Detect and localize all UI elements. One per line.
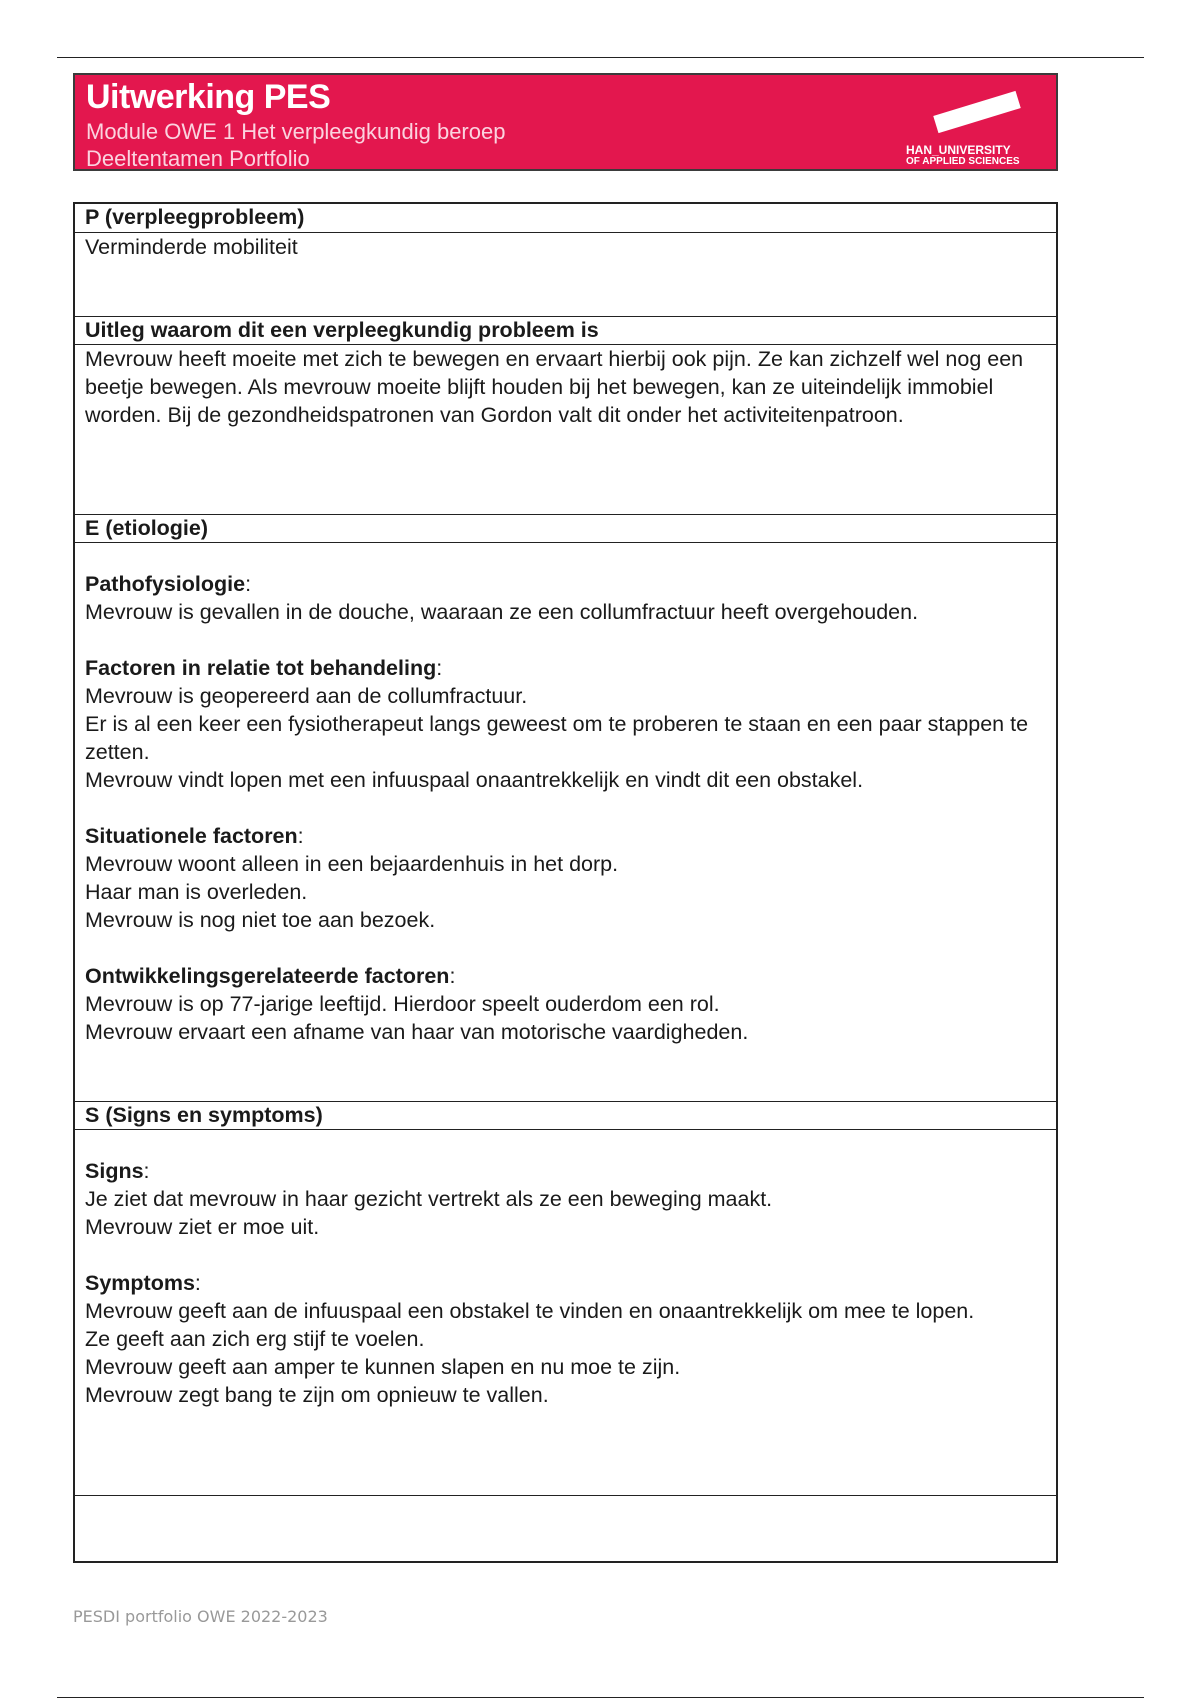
uitleg-heading: Uitleg waarom dit een verpleegkundig probleem is (85, 318, 599, 342)
logo-bar-icon (933, 91, 1021, 133)
uitleg-text: Mevrouw heeft moeite met zich te bewegen en ervaart hierbij ook pijn. Ze kan zichzelf wel nog een beetje bewegen. Als mevrouw moeite blijft houden bij het bewegen, kan ze uiteindelijk immobiel worden. Bij de gezondheidspatronen van Gordon valt dit onder het activiteitenpatroon. (85, 347, 1024, 427)
page-title: Uitwerking PES (86, 78, 331, 116)
e-group: Situationele factoren: Mevrouw woont alleen in een bejaardenhuis in het dorp. Haar man is overleden. Mevrouw is nog niet toe aan bezoek. (85, 822, 1046, 934)
p-heading: P (verpleegprobleem) (85, 205, 305, 229)
s-line: Ze geeft aan zich erg stijf te voelen. (85, 1327, 425, 1351)
logo-text: HAN_UNIVERSITY (906, 143, 1011, 157)
s-body-row (75, 1129, 1056, 1496)
s-line: Mevrouw geeft aan amper te kunnen slapen en nu moe te zijn. (85, 1355, 681, 1379)
e-line: Mevrouw ervaart een afname van haar van motorische vaardigheden. (85, 1020, 749, 1044)
s-heading-row (75, 1101, 1056, 1130)
e-group-label: Pathofysiologie (85, 572, 246, 596)
top-rule (57, 57, 1144, 58)
e-heading: E (etiologie) (85, 516, 209, 540)
e-line: Mevrouw is op 77-jarige leeftijd. Hierdoor speelt ouderdom een rol. (85, 992, 720, 1016)
e-group-label: Factoren in relatie tot behandeling (85, 656, 437, 680)
bottom-rule (57, 1697, 1144, 1698)
empty-row (75, 1495, 1056, 1562)
logo-subtext: OF APPLIED SCIENCES (906, 156, 1020, 167)
e-heading-row (75, 514, 1056, 543)
s-line: Mevrouw geeft aan de infuuspaal een obstakel te vinden en onaantrekkelijk om mee te lopen. (85, 1299, 975, 1323)
e-group: Ontwikkelingsgerelateerde factoren: Mevrouw is op 77-jarige leeftijd. Hierdoor speelt ouderdom een rol. Mevrouw ervaart een afname van haar van motorische vaardigheden. (85, 962, 1046, 1046)
p-body-row (75, 232, 1056, 317)
s-heading: S (Signs en symptoms) (85, 1103, 323, 1127)
e-line: Mevrouw is nog niet toe aan bezoek. (85, 908, 436, 932)
e-group: Factoren in relatie tot behandeling: Mevrouw is geopereerd aan de collumfractuur. Er is al een keer een fysiotherapeut langs geweest om te proberen te staan en een paar stappen te zetten. Mevrouw vindt lopen met een infuuspaal onaantrekkelijk en vindt dit een obstakel. (85, 654, 1046, 794)
e-line: Mevrouw is geopereerd aan de collumfractuur. (85, 684, 528, 708)
e-line: Mevrouw vindt lopen met een infuuspaal onaantrekkelijk en vindt dit een obstakel. (85, 768, 864, 792)
header-banner (73, 73, 1058, 171)
e-line: Haar man is overleden. (85, 880, 308, 904)
han-logo (906, 85, 1026, 167)
s-line: Je ziet dat mevrouw in haar gezicht vertrekt als ze een beweging maakt. (85, 1187, 773, 1211)
p-text: Verminderde mobiliteit (85, 235, 298, 259)
module-subtitle: Module OWE 1 Het verpleegkundig beroep (86, 119, 506, 144)
e-line: Mevrouw is gevallen in de douche, waaraan ze een collumfractuur heeft overgehouden. (85, 600, 919, 624)
s-group-label: Signs (85, 1159, 144, 1183)
s-group: Signs: Je ziet dat mevrouw in haar gezicht vertrekt als ze een beweging maakt. Mevrouw ziet er moe uit. (85, 1157, 1046, 1241)
pes-table (73, 202, 1058, 1563)
e-body-row (75, 542, 1056, 1102)
exam-subtitle: Deeltentamen Portfolio (86, 146, 310, 171)
e-group-label: Ontwikkelingsgerelateerde factoren (85, 964, 450, 988)
uitleg-heading-row (75, 316, 1056, 345)
footer-text: PESDI portfolio OWE 2022-2023 (73, 1607, 328, 1626)
p-heading-row (75, 204, 1056, 232)
s-group-label: Symptoms (85, 1271, 195, 1295)
s-line: Mevrouw zegt bang te zijn om opnieuw te vallen. (85, 1383, 549, 1407)
s-body (85, 1157, 1046, 1409)
s-line: Mevrouw ziet er moe uit. (85, 1215, 320, 1239)
e-group-label: Situationele factoren (85, 824, 298, 848)
s-group: Symptoms: Mevrouw geeft aan de infuuspaal een obstakel te vinden en onaantrekkelijk om mee te lopen. Ze geeft aan zich erg stijf te voelen. Mevrouw geeft aan amper te kunnen slapen en nu moe te zijn. Mevrouw zegt bang te zijn om opnieuw te vallen. (85, 1269, 1046, 1409)
e-body (85, 570, 1046, 1046)
e-group: Pathofysiologie: Mevrouw is gevallen in de douche, waaraan ze een collumfractuur heeft overgehouden. (85, 570, 1046, 626)
e-line: Er is al een keer een fysiotherapeut langs geweest om te proberen te staan en een paar stappen te zetten. (85, 712, 1029, 764)
e-line: Mevrouw woont alleen in een bejaardenhuis in het dorp. (85, 852, 619, 876)
uitleg-body-row (75, 344, 1056, 515)
